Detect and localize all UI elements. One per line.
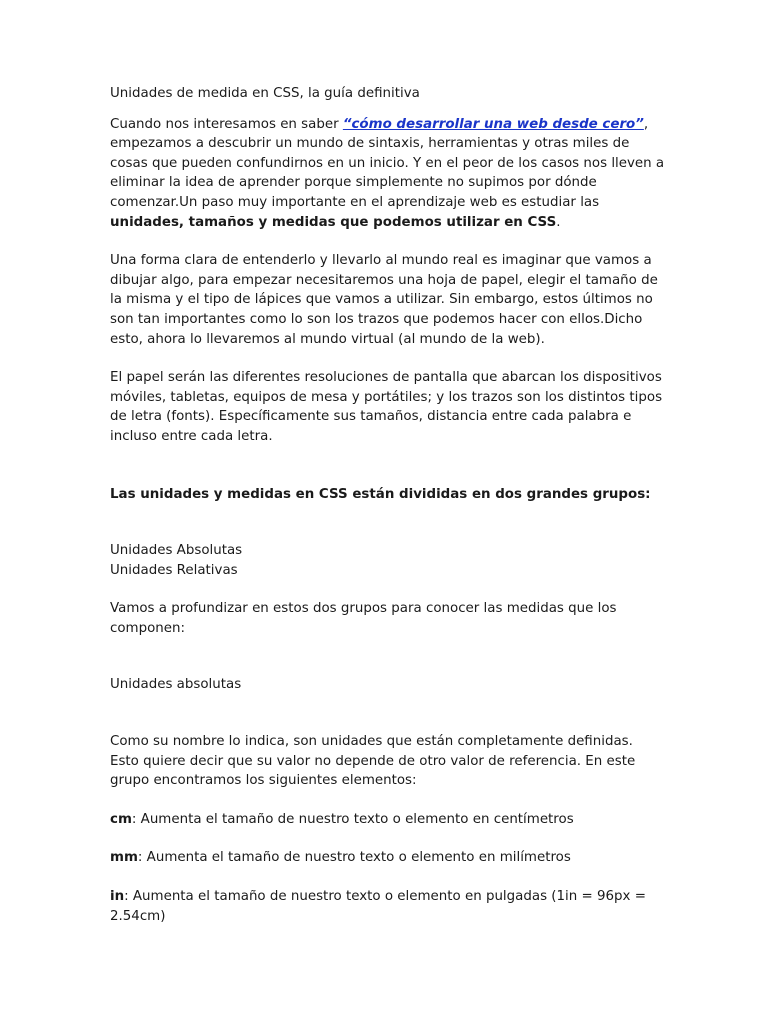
paragraph-absolute-definition: Como su nombre lo indica, son unidades que están completamente definidas. Esto quiere decir que su valor no depende de otro valor de referencia. En este grupo encontramos los siguientes elementos: [110,734,636,789]
unit-term: cm [110,811,132,827]
unit-item-mm [110,848,665,868]
intro-text-start: Cuando nos interesamos en saber [110,116,343,132]
unit-item-in [110,887,665,926]
section-title-absolute: Unidades absolutas [110,677,242,693]
unit-description: : Aumenta el tamaño de nuestro texto o elemento en pulgadas (1in = 96px = 2.54cm) [110,889,646,924]
intro-text-end: . [556,214,561,230]
intro-paragraph [110,115,665,233]
intro-text-middle: , empezamos a descubrir un mundo de sintaxis, herramientas y otras miles de cosas que pueden confundirnos en un inicio. Y en el peor de los casos nos lleven a eliminar la idea de aprender porque simplemente no supimos por dónde comenzar.Un paso muy importante en el aprendizaje web es estudiar las [110,116,665,210]
unit-term: mm [110,850,138,866]
unit-description: : Aumenta el tamaño de nuestro texto o elemento en centímetros [131,811,574,827]
paragraph-paper-screens: El papel serán las diferentes resoluciones de pantalla que abarcan los dispositivos móviles, tabletas, equipos de mesa y portátiles; y los trazos son los distintos tipos de letra (fonts). Específicamente sus tamaños, distancia entre cada palabra e incluso entre cada letra. [110,370,663,444]
document-title: Unidades de medida en CSS, la guía definitiva [110,86,420,101]
paragraph-drawing-analogy: Una forma clara de entenderlo y llevarlo al mundo real es imaginar que vamos a dibujar algo, para empezar necesitaremos una hoja de papel, elegir el tamaño de la misma y el tipo de lápices que vamos a utilizar. Sin embargo, estos últimos no son tan importantes como lo son los trazos que podemos hacer con ellos.Dicho esto, ahora lo llevaremos al mundo virtual (al mundo de la web). [110,253,658,347]
intro-bold-text: unidades, tamaños y medidas que podemos utilizar en CSS [110,214,557,230]
unit-term: in [110,889,125,905]
document-page [110,84,665,926]
group-item-relative: Unidades Relativas [110,562,238,578]
paragraph-deepen: Vamos a profundizar en estos dos grupos para conocer las medidas que los componen: [110,601,617,636]
groups-heading: Las unidades y medidas en CSS están divididas en dos grandes grupos: [110,486,651,502]
unit-item-cm [110,810,665,830]
web-development-link[interactable]: “cómo desarrollar una web desde cero” [342,116,644,132]
group-item-absolute: Unidades Absolutas [110,543,243,559]
unit-description: : Aumenta el tamaño de nuestro texto o elemento en milímetros [137,850,571,866]
